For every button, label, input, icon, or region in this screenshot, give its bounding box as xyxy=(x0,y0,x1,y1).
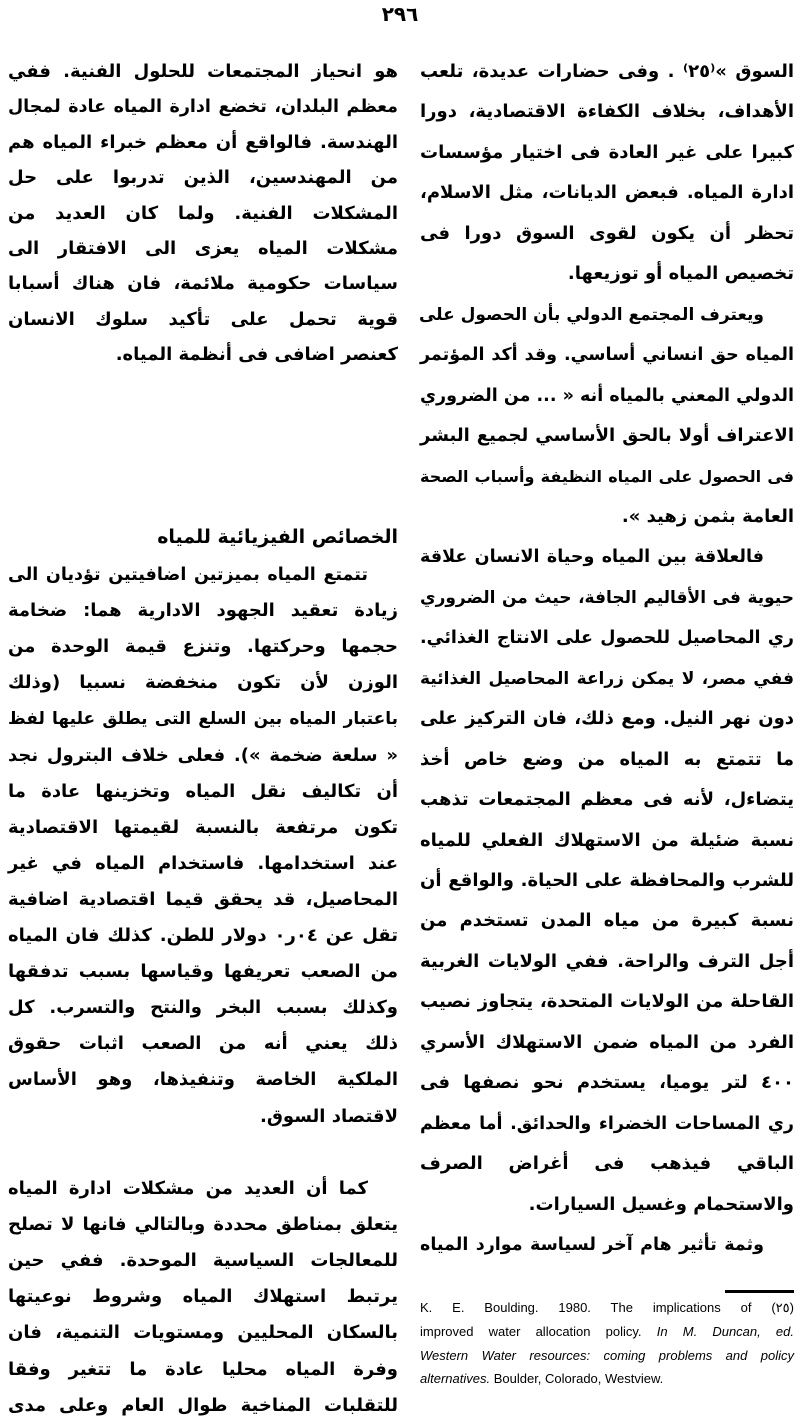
footnote-text: Boulder, Colorado, Westview. xyxy=(493,1371,664,1386)
text-line: معظم البلدان، تخضع ادارة المياه عادة لمجال xyxy=(8,97,398,118)
text-line: كعنصر اضافى فى أنظمة المياه. xyxy=(115,344,398,366)
footnote-text: alternatives. xyxy=(420,1371,491,1386)
section-heading: الخصائص الفيزيائية للمياه xyxy=(157,526,398,548)
text-line: مشكلات المياه يعزى الى الافتقار الى xyxy=(8,238,398,259)
text-line: الاعتراف أولا بالحق الأساسي لجميع البشر xyxy=(420,425,794,447)
text-line: ري المساحات الخضراء والحدائق. أما معظم xyxy=(420,1113,794,1134)
text-line: المياه حق انساني أساسي. وقد أكد المؤتمر xyxy=(420,345,794,366)
text-line: حجمها وحركتها. وتنزع قيمة الوحدة من xyxy=(8,636,398,658)
footnote-rule xyxy=(725,1290,794,1293)
text-line: للشرب والمحافظة على الحياة. والواقع أن xyxy=(420,870,794,891)
text-line: الباقي فيذهب فى أغراض الصرف xyxy=(420,1153,794,1175)
footnote-line xyxy=(420,1344,794,1367)
text-line: ما تتمتع به المياه من وضع خاص أخذ xyxy=(420,748,794,770)
footnote-text: Western Water resources: coming problems and policy xyxy=(420,1348,794,1363)
text-line: يرتبط استهلاك المياه وشروط نوعيتها xyxy=(8,1286,398,1308)
text-line: والاستحمام وغسيل السيارات. xyxy=(528,1193,794,1215)
text-line: المشكلات الفنية. ولما كان العديد من xyxy=(8,202,398,224)
footnote-number: (٢٥) xyxy=(771,1300,794,1315)
page-number: ٢٩٦ xyxy=(381,2,419,26)
text-line: تكون مرتفعة بالنسبة لقيمتها الاقتصادية xyxy=(8,816,398,838)
text-line: ففي مصر، لا يمكن زراعة المحاصيل الغذائية xyxy=(420,668,794,689)
text-line: « سلعة ضخمة »). فعلى خلاف البترول نجد xyxy=(8,744,398,766)
text-line: الملكية الخاصة وتنفيذها، وهو الأساس xyxy=(8,1069,398,1091)
footnote-line xyxy=(420,1320,794,1343)
text-line: من المهندسين، الذين تدربوا على حل xyxy=(8,167,398,189)
text-line: ادارة المياه. فبعض الديانات، مثل الاسلام، xyxy=(420,182,794,204)
text-line: دون نهر النيل. ومع ذلك، فان التركيز على xyxy=(420,708,794,730)
text-line: المحاصيل، قد يحقق قيما اقتصادية اضافية xyxy=(8,888,398,910)
text-line: الوزن لأن تكون منخفضة نسبيا (وذلك xyxy=(8,672,398,694)
text-line: هو انحياز المجتمعات للحلول الفنية. ففي xyxy=(8,61,398,82)
text-line: للمعالجات السياسية الموحدة. ففي حين xyxy=(8,1250,398,1272)
text-line: كما أن العديد من مشكلات ادارة المياه xyxy=(8,1178,368,1199)
text-line: أن تكاليف نقل المياه وتخزينها عادة ما xyxy=(8,780,398,802)
text-line: زيادة تعقيد الجهود الادارية هما: ضخامة xyxy=(8,600,398,622)
text-line: قوية تحمل على تأكيد سلوك الانسان xyxy=(8,308,398,330)
text-line: عند استخدامها. فاستخدام المياه في غير xyxy=(8,852,398,874)
footnote-line xyxy=(420,1367,794,1390)
text-line: بالسكان المحليين ومستويات التنمية، فان xyxy=(8,1322,398,1344)
footnote-text: K. E. Boulding. 1980. The implications of xyxy=(420,1300,752,1315)
text-line: تخصيص المياه أو توزيعها. xyxy=(567,263,794,285)
text-line: أجل الترف والراحة. ففي الولايات الغربية xyxy=(420,950,794,972)
text-line: السوق »⁽٢٥⁾ . وفى حضارات عديدة، تلعب xyxy=(420,61,795,82)
text-line: للتقلبات المناخية طوال العام وعلى مدى xyxy=(8,1394,398,1416)
text-line: تقل عن ٠٤ر٠ دولار للطن. كذلك فان المياه xyxy=(8,925,398,946)
text-line: ذلك يعني أنه من الصعب اثبات حقوق xyxy=(8,1033,398,1055)
text-line: ري المحاصيل للحصول على الانتاج الغذائي. xyxy=(420,628,794,649)
text-line: نسبة ضئيلة من الاستهلاك الفعلي للمياه xyxy=(420,829,794,851)
text-line: يتعلق بمناطق محددة وبالتالي فانها لا تصلح xyxy=(8,1214,398,1236)
text-line: وكذلك بسبب البخر والنتح والتسرب. كل xyxy=(8,997,398,1019)
footnote-text: improved water allocation policy. xyxy=(420,1324,642,1339)
text-line: الأهداف، بخلاف الكفاءة الاقتصادية، دورا xyxy=(420,101,794,123)
text-line: القاحلة من الولايات المتحدة، يتجاوز نصيب xyxy=(420,991,794,1013)
footnote-line xyxy=(420,1296,794,1319)
text-line: لاقتصاد السوق. xyxy=(260,1105,398,1127)
text-line: الفرد من المياه ضمن الاستهلاك الأسري xyxy=(420,1031,794,1053)
footnote-text: In M. Duncan, ed. xyxy=(656,1324,794,1339)
text-line: حيوية فى الأقاليم الجافة، حيث من الضروري xyxy=(420,587,794,608)
text-line: وثمة تأثير هام آخر لسياسة موارد المياه xyxy=(420,1235,764,1256)
text-line: العامة بثمن زهيد ». xyxy=(621,505,794,527)
text-line: الهندسة. فالواقع أن معظم خبراء المياه هم xyxy=(8,131,398,153)
text-line: فى الحصول على المياه النظيفة وأسباب الصحة xyxy=(420,466,794,486)
text-line: من الصعب تعريفها وقياسها بسبب تدفقها xyxy=(8,961,398,983)
text-line: فالعلاقة بين المياه وحياة الانسان علاقة xyxy=(420,547,764,568)
text-line: سياسات حكومية ملائمة، فان هناك أسبابا xyxy=(8,273,398,295)
text-line: الدولي المعني بالمياه أنه « ... من الضروري xyxy=(420,385,794,406)
text-line: باعتبار المياه بين السلع التى يطلق عليها لفظ xyxy=(8,709,398,730)
text-line: ويعترف المجتمع الدولي بأن الحصول على xyxy=(418,304,764,325)
text-line: يتضاءل، لأنه فى معظم المجتمعات تذهب xyxy=(420,789,794,811)
text-line: نسبة كبيرة من مياه المدن تستخدم من xyxy=(420,910,794,932)
text-line: ٤٠٠ لتر يوميا، يستخدم نحو نصفها فى xyxy=(420,1072,794,1094)
text-line: تتمتع المياه بميزتين اضافيتين تؤديان الى xyxy=(8,565,368,585)
text-line: تحظر أن يكون لقوى السوق دورا فى xyxy=(420,222,794,244)
text-line: كبيرا على غير العادة فى اختيار مؤسسات xyxy=(420,141,794,163)
text-line: وفرة المياه محليا عادة ما تتغير وفقا xyxy=(8,1358,398,1380)
